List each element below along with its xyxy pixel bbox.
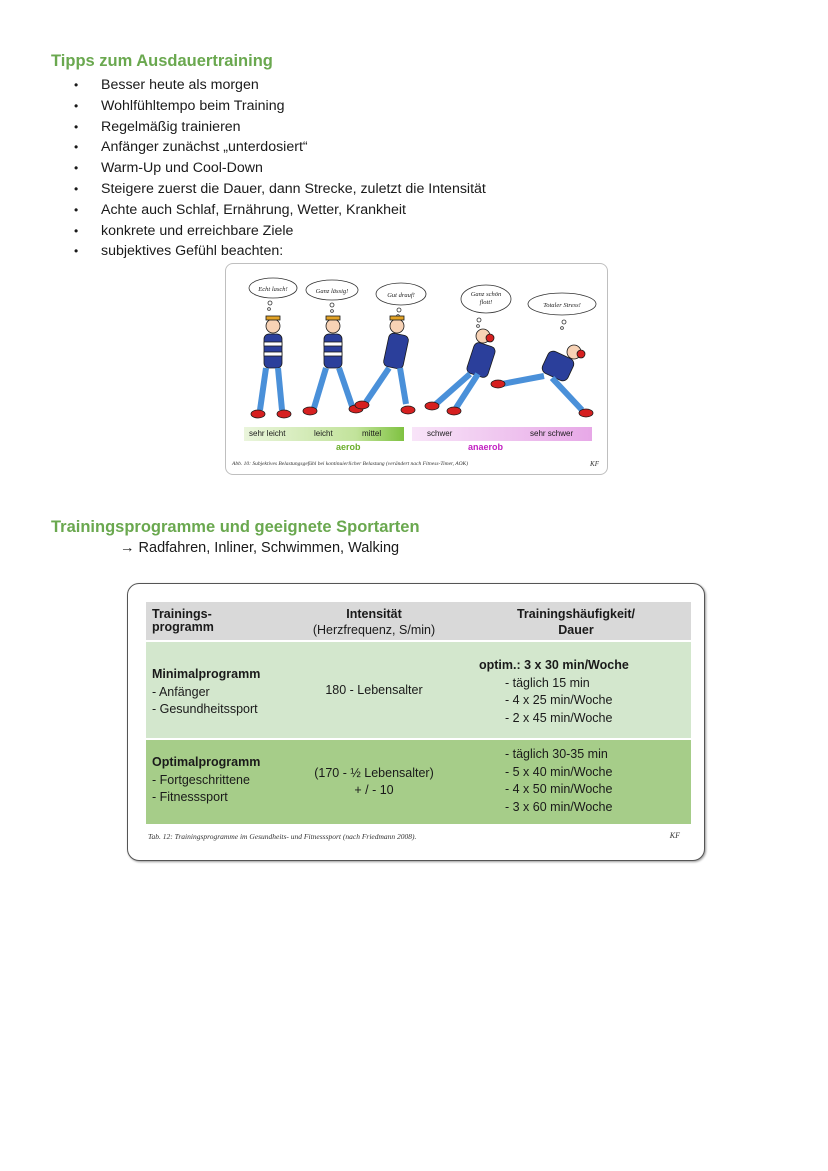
list-item: • Wohlfühltempo beim Training xyxy=(74,97,285,114)
list-item: • Besser heute als morgen xyxy=(74,77,259,93)
list-item: • Steigere zuerst die Dauer, dann Strecke, zuletzt die Intensität xyxy=(74,180,486,197)
scale-label: sehr schwer xyxy=(530,429,574,438)
speech-bubble xyxy=(249,278,297,310)
figure-caption: Abb. 10: Subjektives Belastungsgefühl bei kontinuierlicher Belastung (verändert nach Fitness-Timer, AOK) xyxy=(232,461,469,467)
frequency-cell: optim.: 3 x 30 min/Woche - täglich 15 min - 4 x 25 min/Woche - 2 x 45 min/Woche xyxy=(461,642,691,738)
list-item: • Regelmäßig trainieren xyxy=(74,118,241,135)
intensity-cell: 180 - Lebensalter xyxy=(289,642,459,738)
runner-2 xyxy=(303,316,363,415)
tips-list xyxy=(74,75,486,262)
scale-label: mittel xyxy=(362,429,382,438)
runners-illustration xyxy=(226,264,607,474)
speech-bubble xyxy=(528,293,596,329)
intensity-cell: (170 - ½ Lebensalter) + / - 10 xyxy=(289,740,459,824)
zone-aerob-label: aerob xyxy=(336,442,361,452)
bubble-text: Totaler Stress! xyxy=(543,302,581,309)
sports-line: → Radfahren, Inliner, Schwimmen, Walking xyxy=(120,540,400,556)
zone-anaerob-label: anaerob xyxy=(468,442,504,452)
anaerob-scale-bar xyxy=(412,427,592,441)
runner-1 xyxy=(251,316,291,418)
bubble-text: Echt lasch! xyxy=(258,286,288,293)
list-item: • Anfänger zunächst „unterdosiert“ xyxy=(74,139,308,156)
speech-bubble xyxy=(306,280,358,312)
table-credit: KF xyxy=(669,831,680,840)
bubble-text: Ganz lässig! xyxy=(315,288,349,295)
runner-4 xyxy=(425,329,496,415)
list-item: • Warm-Up und Cool-Down xyxy=(74,160,263,177)
runner-3 xyxy=(355,316,415,414)
table-caption: Tab. 12: Trainingsprogramme im Gesundheits- und Fitnesssport (nach Friedmann 2008). xyxy=(148,832,417,841)
list-item: • Achte auch Schlaf, Ernährung, Wetter, Krankheit xyxy=(74,201,406,218)
header-cell: Trainings- programm xyxy=(146,602,287,640)
scale-label: leicht xyxy=(314,429,333,438)
aerob-scale-bar xyxy=(244,427,404,441)
runner-5 xyxy=(491,345,593,417)
list-item: • subjektives Gefühl beachten: xyxy=(74,243,284,260)
training-table-figure xyxy=(127,583,705,861)
table-row xyxy=(146,642,691,738)
scale-label: sehr leicht xyxy=(249,429,286,438)
table-row xyxy=(146,740,691,824)
bubble-text: Ganz schön flott! xyxy=(470,291,502,306)
effort-figure xyxy=(225,263,608,475)
list-item: • konkrete und erreichbare Ziele xyxy=(74,222,294,239)
header-cell: Trainingshäufigkeit/ Dauer xyxy=(461,602,691,640)
figure-credit: KF xyxy=(590,460,599,468)
scale-label: schwer xyxy=(427,429,453,438)
speech-bubble xyxy=(376,283,426,317)
program-cell: Minimalprogramm - Anfänger - Gesundheitssport xyxy=(146,642,287,738)
frequency-cell: - täglich 30-35 min - 5 x 40 min/Woche - 4 x 50 min/Woche - 3 x 60 min/Woche xyxy=(461,740,691,824)
section-title-tips: Tipps zum Ausdauertraining xyxy=(51,52,273,70)
table-header-row xyxy=(146,602,691,640)
program-cell: Optimalprogramm - Fortgeschrittene - Fitnesssport xyxy=(146,740,287,824)
section-title-programs: Trainingsprogramme und geeignete Sportarten xyxy=(51,518,420,536)
bubble-text: Gut drauf! xyxy=(387,292,415,299)
header-cell: Intensität (Herzfrequenz, S/min) xyxy=(289,602,459,640)
